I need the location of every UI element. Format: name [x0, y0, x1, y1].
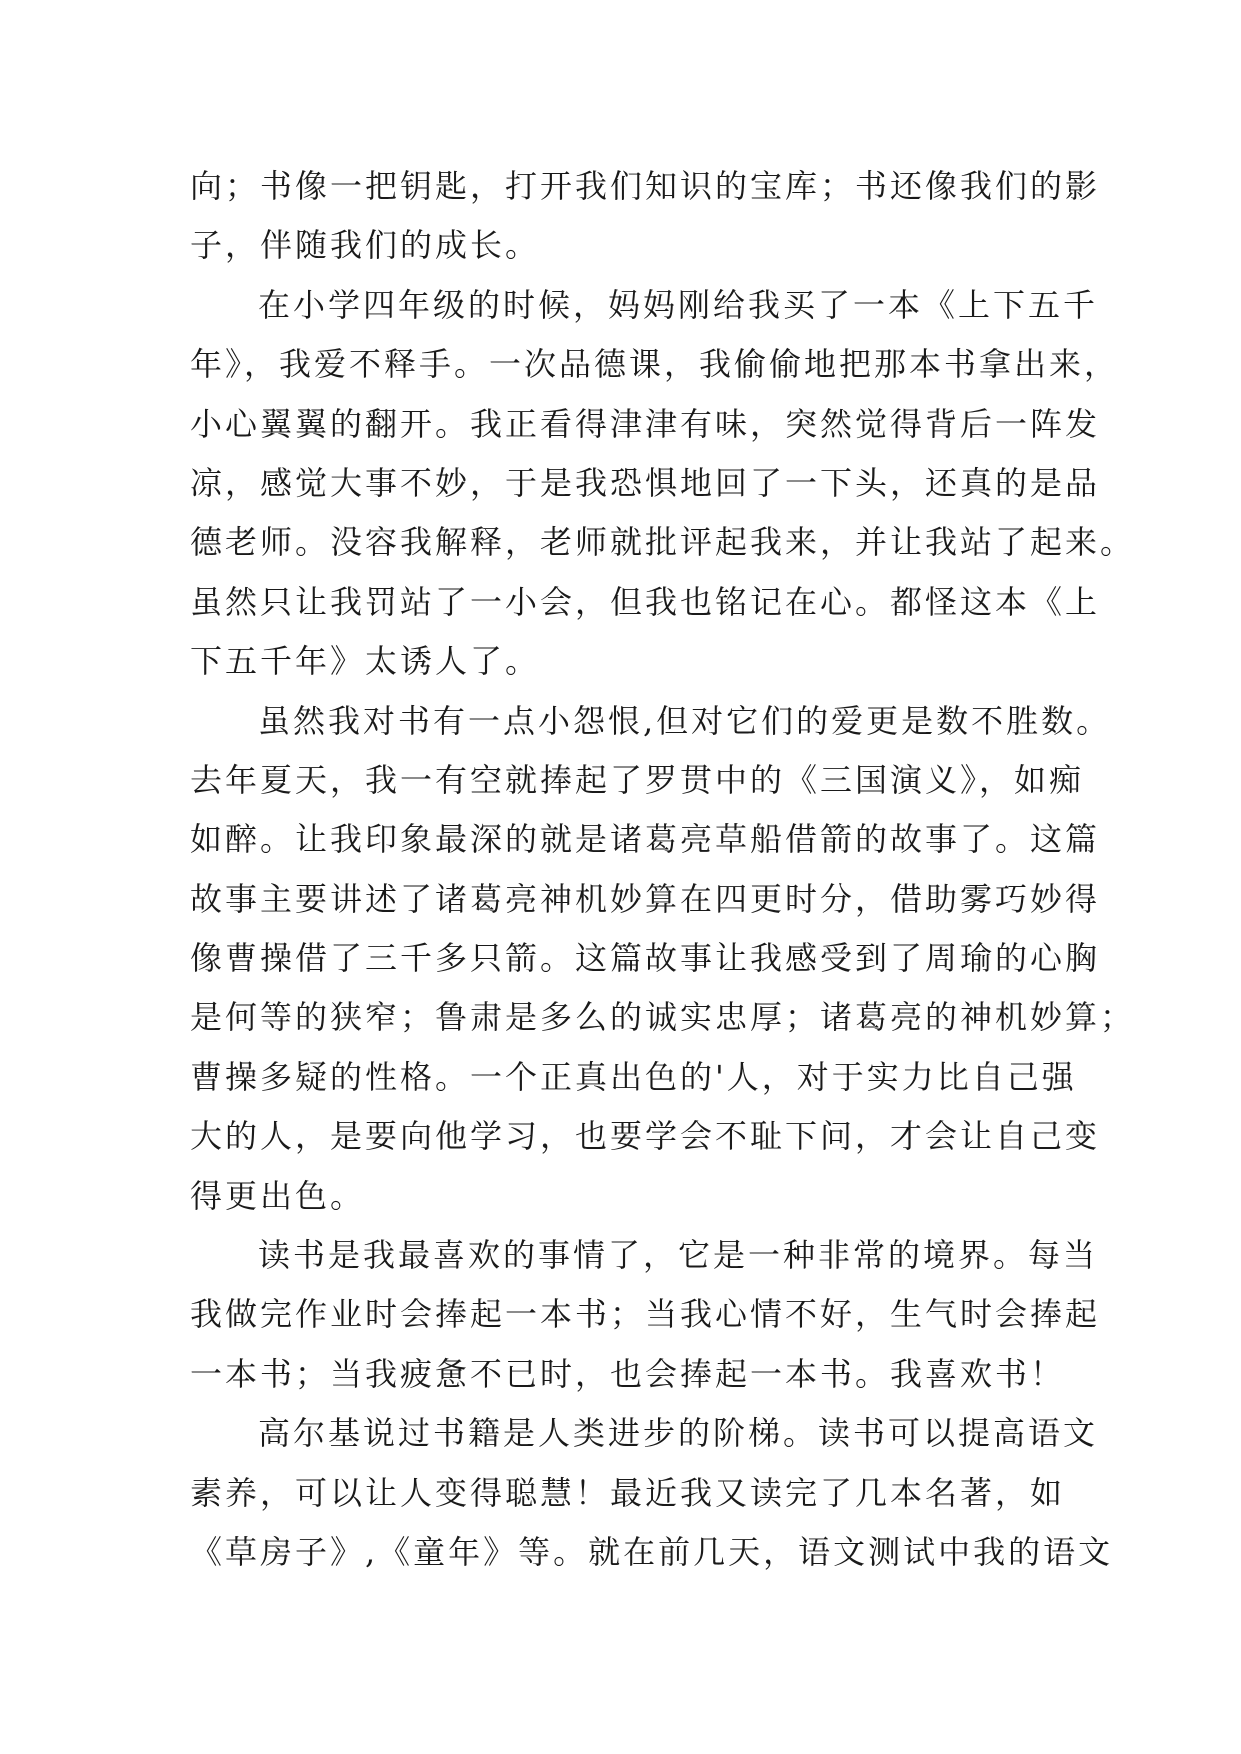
text-line: 得更出色。 [190, 1176, 366, 1215]
text-line: 像曹操借了三千多只箭。这篇故事让我感受到了周瑜的心胸 [190, 939, 1101, 978]
paragraph-start-line: 在小学四年级的时候，妈妈刚给我买了一本《上下五千 [258, 285, 1099, 324]
text-line: 年》，我爱不释手。一次品德课，我偷偷地把那本书拿出来， [190, 345, 1120, 384]
text-line: 德老师。没容我解释，老师就批评起我来，并让我站了起来。 [190, 523, 1136, 562]
text-line: 小心翼翼的翻开。我正看得津津有味，突然觉得背后一阵发 [190, 404, 1101, 443]
text-line: 素养，可以让人变得聪慧！最近我又读完了几本名著，如 [190, 1473, 1066, 1512]
paragraph-start-line: 虽然我对书有一点小怨恨,但对它们的爱更是数不胜数。 [258, 701, 1112, 740]
text-line: 大的人，是要向他学习，也要学会不耻下问，才会让自己变 [190, 1117, 1101, 1156]
text-line: 虽然只让我罚站了一小会，但我也铭记在心。都怪这本《上 [190, 582, 1101, 621]
text-line: 《草房子》,《童年》等。就在前几天，语文测试中我的语文 [190, 1532, 1114, 1571]
text-line: 凉，感觉大事不妙，于是我恐惧地回了一下头，还真的是品 [190, 463, 1101, 502]
text-line: 下五千年》太诱人了。 [190, 642, 541, 681]
text-line: 一本书；当我疲惫不已时，也会捧起一本书。我喜欢书！ [190, 1354, 1066, 1393]
paragraph-start-line: 读书是我最喜欢的事情了，它是一种非常的境界。每当 [258, 1236, 1099, 1275]
text-line: 如醉。让我印象最深的就是诸葛亮草船借箭的故事了。这篇 [190, 820, 1101, 859]
text-line: 我做完作业时会捧起一本书；当我心情不好，生气时会捧起 [190, 1295, 1101, 1334]
document-body [190, 157, 1136, 1582]
text-line: 故事主要讲述了诸葛亮神机妙算在四更时分，借助雾巧妙得 [190, 879, 1101, 918]
text-line: 子，伴随我们的成长。 [190, 226, 541, 265]
text-line: 曹操多疑的性格。一个正真出色的'人，对于实力比自己强 [190, 1057, 1077, 1096]
text-line: 向；书像一把钥匙，打开我们知识的宝库；书还像我们的影 [190, 167, 1101, 205]
text-line: 去年夏天，我一有空就捧起了罗贯中的《三国演义》，如痴 [190, 760, 1085, 799]
paragraph-start-line: 高尔基说过书籍是人类进步的阶梯。读书可以提高语文 [258, 1414, 1099, 1453]
text-line: 是何等的狭窄；鲁肃是多么的诚实忠厚；诸葛亮的神机妙算； [190, 998, 1136, 1037]
